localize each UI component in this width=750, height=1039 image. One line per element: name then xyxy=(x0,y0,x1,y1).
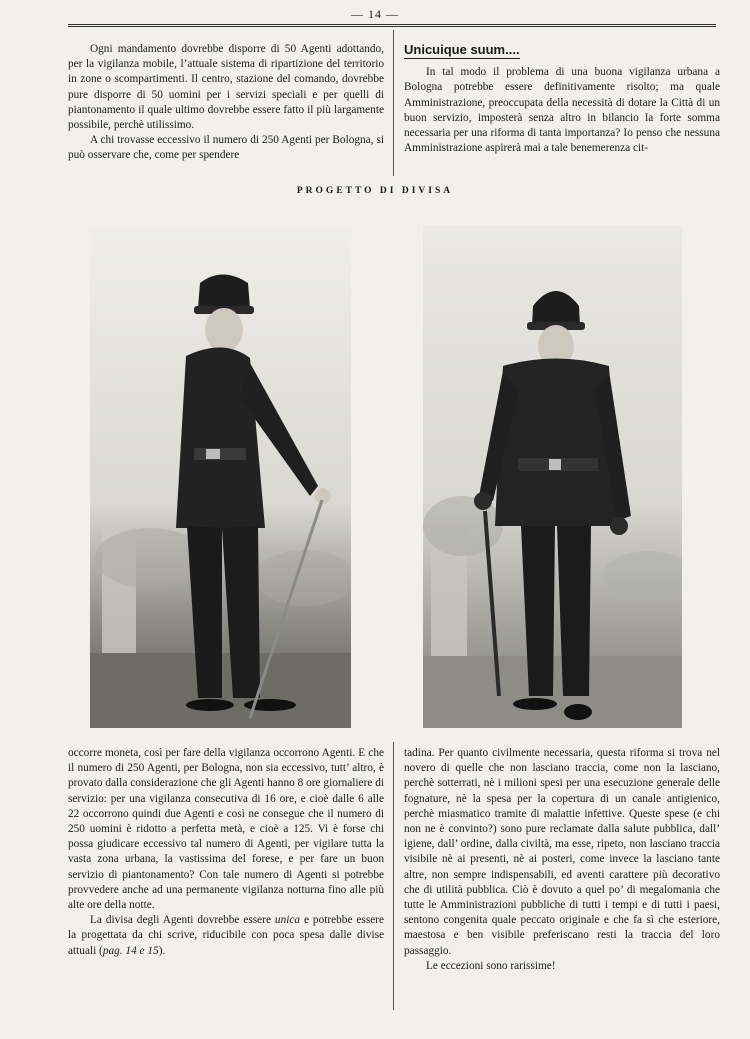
paragraph: Ogni mandamento dovrebbe disporre di 50 Agenti adottando, per la vigilanza mobile, l’attuale sistema di ripartizione del territorio in zone o scompartimenti. Il centro, stazione del comando, dovrebbe pure disporre di 50 uomini per i servizi speciali e per quelli di piantonamento il quale ultimo dovrebbe essere fatto il più largamente possibile, perchè utilissimo. xyxy=(68,43,384,132)
photo-uniform-side-view xyxy=(90,228,351,728)
text-run: La divisa degli Agenti dovrebbe essere xyxy=(90,914,275,927)
page-number: — 14 — xyxy=(351,7,399,21)
paragraph: tadina. Per quanto civilmente necessaria, questa riforma si trova nel novero di quelle che non lasciano traccia, come non la lasciano, perchè sotterrati, nè i milioni spesi per una esecuzione generale delle fognature, nè la spesa per la copertura di un canale antigienico, perchè miasmatico tramite di malattie infettive. Queste spese (e chi non ne è convinto?) sono pure reclamate dalla salute pubblica, dall’ igiene, dall’ ordine, dalla civiltà, ma esse, ripeto, non lasciano traccia visibile nè ai presenti, nè ai posteri, come invece la lasciano tante altre, non sempre indispensabili, ed aventi carattere più decorativo che di utilità pubblica. Ciò è dovuto a quel po’ di megalomania che tutte le Amministrazioni pubbliche di tutti i tempi e di tutti i paesi, sentono congenita quale peccato originale e che fa sì che esteriore, maestosa e ben visibile preferiscano resti la traccia del loro passaggio. xyxy=(404,747,720,957)
top-rule xyxy=(68,24,716,27)
paragraph: Le eccezioni sono rarissime! xyxy=(426,959,556,972)
paragraph: A chi trovasse eccessivo il numero di 250 Agenti per Bologna, si può osservare che, come per spendere xyxy=(68,134,384,162)
photo-uniform-front-view xyxy=(423,226,682,728)
section-title: PROGETTO DI DIVISA xyxy=(296,186,454,196)
paragraph: occorre moneta, così per fare della vigilanza occorrono Agenti. E che il numero di 250 Agenti, per Bologna, non sia eccessivo, tutt’ altro, è provato dalla considerazione che gli Agenti hanno 8 ore giornaliere di servizio: per una vigilanza consecutiva di 16 ore, e cioè dalle 6 alle 22 occorrono quindi due Agenti e così ne consegue che il numero di 250 uomini è ridotto a perfetta metà, e cioè a 125. Vi è forse chi possa giudicare eccessivo tal numero di Agenti, per vigilare tutta la vasta zona urbana, la vastissima del forese, e per fare un buon servizio di piantonamento? Con tale numero di Agenti si potrebbe provvedere anche ad una permanente vigilanza notturna fino alle più alte ore della notte. xyxy=(68,747,384,912)
emphasis: unica xyxy=(274,914,301,927)
page-reference: pag. 14 e 15 xyxy=(102,944,159,957)
column-divider-bottom xyxy=(393,742,394,1010)
left-top-column xyxy=(68,42,384,164)
policeman-side-illustration xyxy=(90,228,351,728)
right-top-column xyxy=(404,42,720,156)
text-run: ). xyxy=(158,944,166,957)
left-bottom-column xyxy=(68,746,384,959)
paragraph xyxy=(68,913,384,959)
headline: Unicuique suum.... xyxy=(404,42,520,59)
column-divider-top xyxy=(393,30,394,176)
right-bottom-column xyxy=(404,746,720,974)
text-run: e potrebbe essere la progettata da chi scrive, riducibile con poca spesa dalle divise attuali ( xyxy=(68,914,385,957)
paragraph: In tal modo il problema di una buona vigilanza urbana a Bologna potrebbe essere definitivamente risolto; ma quale Amministrazione, preoccupata della necessità di dotare la Città di un buon servizio, imposterà senza altro in bilancio la forte somma necessaria per una riforma di tanta importanza? Io penso che nessuna Amministrazione aspirerà mai a tale benemerenza cit- xyxy=(404,66,720,155)
policeman-front-illustration xyxy=(423,226,682,728)
